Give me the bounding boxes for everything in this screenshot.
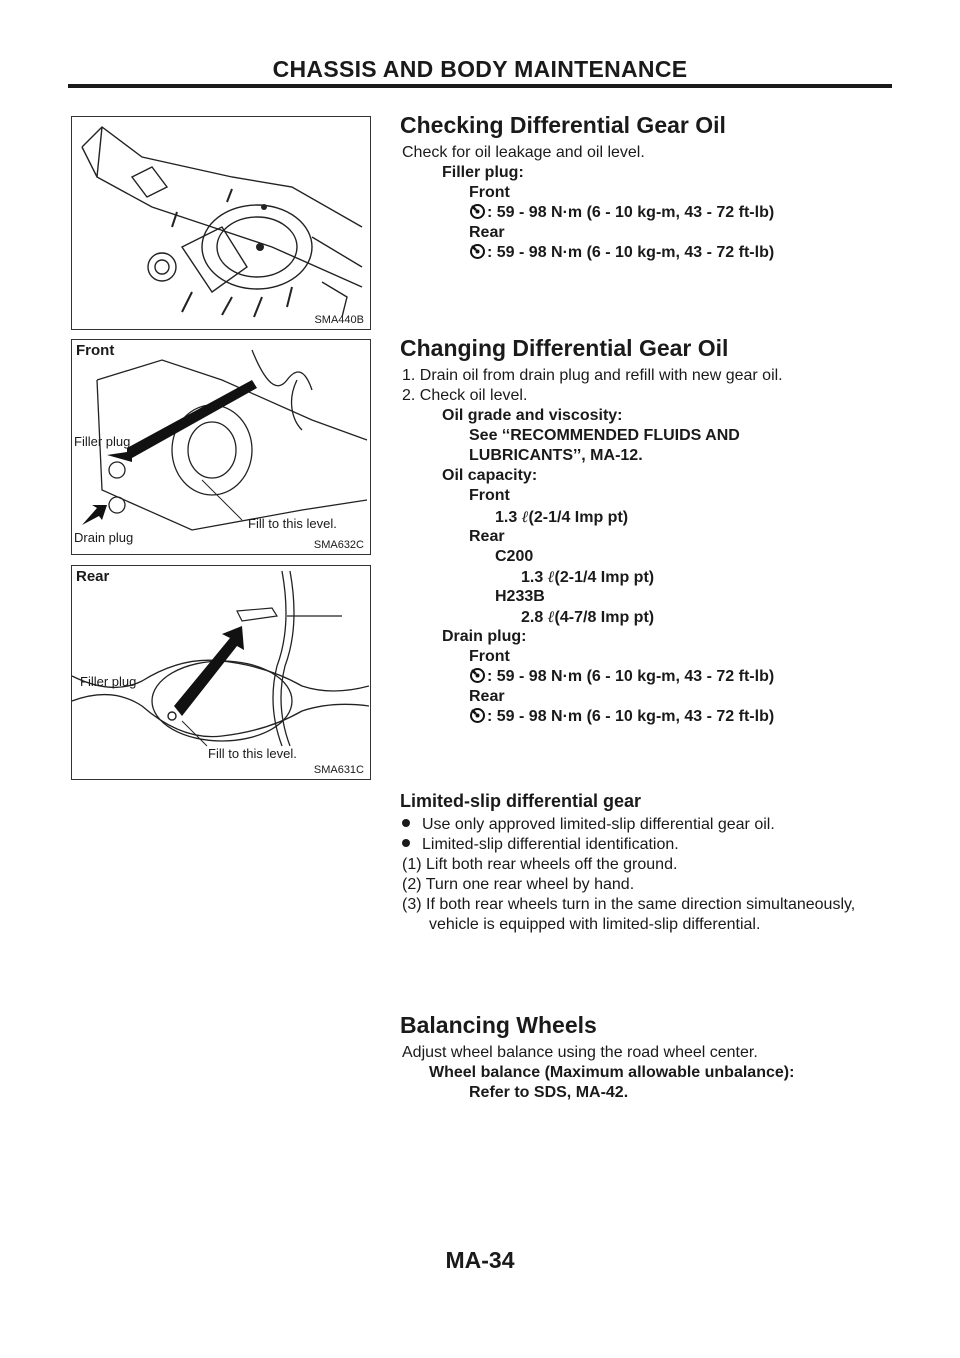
h233b-capacity <box>521 607 654 628</box>
liter-symbol: ℓ <box>521 507 529 526</box>
change-step-2: 2. Check oil level. <box>402 387 528 404</box>
c200-label: C200 <box>495 548 534 565</box>
checking-intro: Check for oil leakage and oil level. <box>402 144 645 161</box>
header-rule <box>68 84 892 88</box>
torque-wrench-icon <box>469 243 486 260</box>
capacity-number: 2.8 <box>521 609 544 626</box>
fill-level-label: Fill to this level. <box>248 516 337 531</box>
wheel-balance-label: Wheel balance (Maximum allowable unbalance): <box>429 1064 795 1081</box>
rear-torque-value: : 59 - 98 N·m (6 - 10 kg-m, 43 - 72 ft-lb) <box>487 244 775 261</box>
lsd-bullet-2 <box>402 835 679 855</box>
section-heading-changing: Changing Differential Gear Oil <box>400 335 729 361</box>
h233b-label: H233B <box>495 588 545 605</box>
front-label: Front <box>469 184 510 201</box>
section-heading-lsd: Limited-slip differential gear <box>400 791 642 811</box>
capacity-rear-label: Rear <box>469 528 505 545</box>
oil-capacity-label: Oil capacity: <box>442 467 538 484</box>
drain-rear-torque <box>469 707 774 727</box>
lsd-step-2: (2) Turn one rear wheel by hand. <box>402 876 635 893</box>
drain-rear-torque-value: : 59 - 98 N·m (6 - 10 kg-m, 43 - 72 ft-lb) <box>487 708 775 725</box>
figure-front-differential <box>71 339 371 555</box>
filler-plug-label: Filler plug: <box>442 164 524 181</box>
front-torque-value: : 59 - 98 N·m (6 - 10 kg-m, 43 - 72 ft-lb) <box>487 204 775 221</box>
lsd-step-1: (1) Lift both rear wheels off the ground. <box>402 856 678 873</box>
oil-grade-line-1: See ‘‘RECOMMENDED FLUIDS AND <box>469 427 740 444</box>
rear-label: Rear <box>469 224 505 241</box>
drain-rear-label: Rear <box>469 688 505 705</box>
liter-symbol: ℓ <box>547 607 555 626</box>
drain-plug-label: Drain plug: <box>442 628 527 645</box>
capacity-number: 1.3 <box>495 509 518 526</box>
figure-code: SMA440B <box>314 314 364 326</box>
figure-axle-assembly <box>71 116 371 330</box>
capacity-number: 1.3 <box>521 569 544 586</box>
lsd-bullet-2-text: Limited-slip differential identification. <box>422 836 679 853</box>
torque-wrench-icon <box>469 667 486 684</box>
drain-front-torque <box>469 667 774 687</box>
filler-plug-label: Filler plug <box>74 434 131 449</box>
section-heading-balancing: Balancing Wheels <box>400 1012 597 1038</box>
capacity-front-value <box>495 507 628 528</box>
lsd-step-3-line-1: (3) If both rear wheels turn in the same direction simultaneously, <box>402 896 856 913</box>
balancing-intro: Adjust wheel balance using the road wheel center. <box>402 1044 758 1061</box>
rear-torque <box>469 243 774 263</box>
lsd-bullet-1 <box>402 815 775 835</box>
change-step-1: 1. Drain oil from drain plug and refill with new gear oil. <box>402 367 783 384</box>
figure-code: SMA631C <box>313 764 364 776</box>
bullet-icon <box>402 839 410 847</box>
front-torque <box>469 203 774 223</box>
oil-grade-label: Oil grade and viscosity: <box>442 407 623 424</box>
drain-front-torque-value: : 59 - 98 N·m (6 - 10 kg-m, 43 - 72 ft-lb) <box>487 668 775 685</box>
fill-level-label: Fill to this level. <box>208 746 297 761</box>
page-number: MA-34 <box>445 1247 515 1273</box>
figure-rear-differential <box>71 565 371 780</box>
capacity-front-label: Front <box>469 487 510 504</box>
figure-title: Front <box>76 342 115 359</box>
axle-assembly-illustration <box>72 117 369 328</box>
liter-symbol: ℓ <box>547 567 555 586</box>
lsd-bullet-1-text: Use only approved limited-slip differential gear oil. <box>422 816 775 833</box>
capacity-imperial: (4-7/8 Imp pt) <box>554 609 655 626</box>
torque-wrench-icon <box>469 203 486 220</box>
figure-code: SMA632C <box>313 539 364 551</box>
filler-plug-label: Filler plug <box>80 674 137 689</box>
page-header-title: CHASSIS AND BODY MAINTENANCE <box>272 56 688 82</box>
figure-title: Rear <box>76 568 110 585</box>
drain-front-label: Front <box>469 648 510 665</box>
wheel-balance-value: Refer to SDS, MA-42. <box>469 1084 629 1101</box>
section-heading-checking: Checking Differential Gear Oil <box>400 112 726 138</box>
oil-grade-line-2: LUBRICANTS’’, MA-12. <box>469 447 643 464</box>
c200-capacity <box>521 567 654 588</box>
drain-plug-label: Drain plug <box>74 530 134 545</box>
bullet-icon <box>402 819 410 827</box>
capacity-imperial: (2-1/4 Imp pt) <box>554 569 655 586</box>
lsd-step-3-line-2: vehicle is equipped with limited-slip differential. <box>429 916 761 933</box>
torque-wrench-icon <box>469 707 486 724</box>
capacity-imperial: (2-1/4 Imp pt) <box>528 509 629 526</box>
